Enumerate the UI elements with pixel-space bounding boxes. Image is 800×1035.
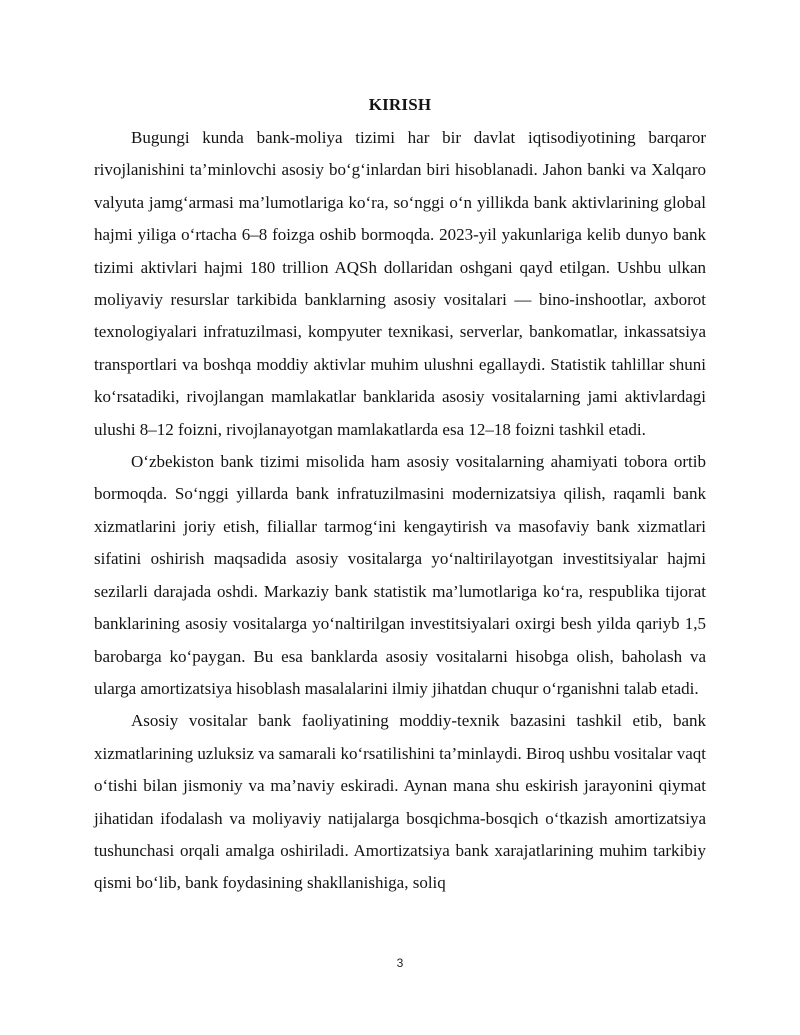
page-number: 3 — [396, 956, 404, 970]
body-text — [94, 122, 706, 900]
paragraph: O‘zbekiston bank tizimi misolida ham asosiy vositalarning ahamiyati tobora ortib bormoqda. So‘nggi yillarda bank infratuzilmasini modernizatsiya qilish, raqamli bank xizmatlarini joriy etish, filiallar tarmog‘ini kengaytirish va masofaviy bank xizmatlari sifatini oshirish maqsadida asosiy vositalarga yo‘naltirilayotgan investitsiyalar hajmi sezilarli darajada oshdi. Markaziy bank statistik ma’lumotlariga ko‘ra, respublika tijorat banklarining asosiy vositalarga yo‘naltirilgan investitsiyalari oxirgi besh yilda qariyb 1,5 barobarga ko‘paygan. Bu esa banklarda asosiy vositalarni hisobga olish, baholash va ularga amortizatsiya hisoblash masalalarini ilmiy jihatdan chuqur o‘rganishni talab etadi. — [94, 452, 706, 698]
paragraph: Asosiy vositalar bank faoliyatining moddiy-texnik bazasini tashkil etib, bank xizmatlarining uzluksiz va samarali ko‘rsatilishini ta’minlaydi. Biroq ushbu vositalar vaqt o‘tishi bilan jismoniy va ma’naviy eskiradi. Aynan mana shu eskirish jarayonini qiymat jihatidan ifodalash va moliyaviy natijalarga bosqichma-bosqich o‘tkazish amortizatsiya tushunchasi orqali amalga oshiriladi. Amortizatsiya bank xarajatlarining muhim tarkibiy qismi bo‘lib, bank foydasining shakllanishiga, soliq — [94, 711, 706, 893]
paragraph: Bugungi kunda bank-moliya tizimi har bir davlat iqtisodiyotining barqaror rivojlanishini ta’minlovchi asosiy bo‘g‘inlardan biri hisoblanadi. Jahon banki va Xalqaro valyuta jamg‘armasi ma’lumotlariga ko‘ra, so‘nggi o‘n yillikda bank aktivlarining global hajmi yiliga o‘rtacha 6–8 foizga oshib bormoqda. 2023-yil yakunlariga kelib dunyo bank tizimi aktivlari hajmi 180 trillion AQSh dollaridan oshgani qayd etilgan. Ushbu ulkan moliyaviy resurslar tarkibida banklarning asosiy vositalari — bino-inshootlar, axborot texnologiyalari infratuzilmasi, kompyuter texnikasi, serverlar, bankomatlar, inkassatsiya transportlari va boshqa moddiy aktivlar muhim ulushni egallaydi. Statistik tahlillar shuni ko‘rsatadiki, rivojlangan mamlakatlar banklarida asosiy vositalarning jami aktivlardagi ulushi 8–12 foizni, rivojlanayotgan mamlakatlarda esa 12–18 foizni tashkil etadi. — [94, 128, 706, 439]
section-heading: KIRISH — [368, 95, 432, 114]
